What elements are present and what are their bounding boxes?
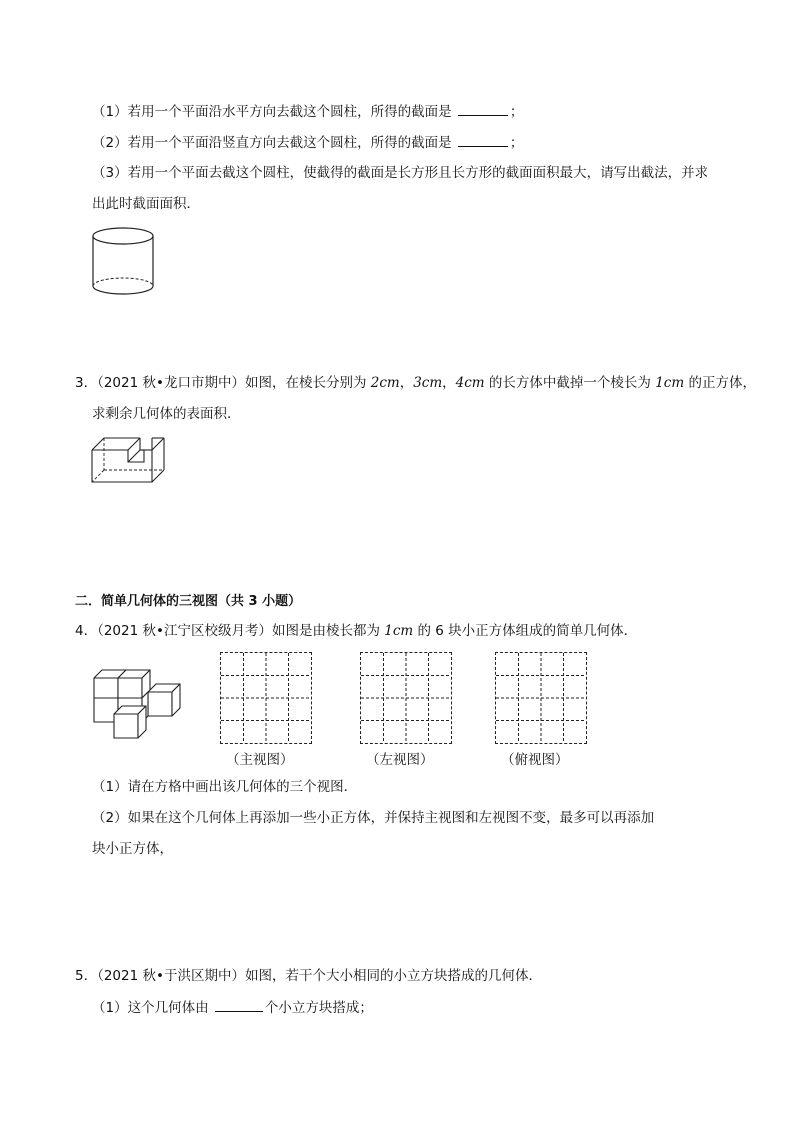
problem2-part1: （1）若用一个平面沿水平方向去截这个圆柱，所得的截面是 ； [92,101,523,122]
answer-blank[interactable] [458,132,508,147]
left-view-caption: （左视图） [366,752,434,768]
problem4-part2-line1: （2）如果在这个几何体上再添加一些小正方体，并保持主视图和左视图不变，最多可以再添加 [92,810,655,826]
top-view-caption: （俯视图） [501,752,569,768]
left-view-grid[interactable] [360,652,452,744]
front-view-caption: （主视图） [226,752,294,768]
problem2-part3-line1: （3）若用一个平面去截这个圆柱，使截得的截面是长方形且长方形的截面面积最大，请写出截法，并求 [92,165,709,181]
section-heading: 二．简单几何体的三视图（共 3 小题） [75,594,302,609]
problem4-part2-line2: 块小正方体， [92,841,173,857]
top-view-grid[interactable] [495,652,587,744]
problem2-part3-line2: 出此时截面面积． [92,196,200,212]
cylinder-figure [88,222,158,302]
front-view-grid[interactable] [220,652,312,744]
problem3-line1: 3．（2021 秋•龙口市期中）如图，在棱长分别为 2cm，3cm，4cm 的长方体中截掉一个棱长为 1cm 的正方体， [75,375,756,391]
answer-blank[interactable] [215,997,263,1012]
cuboid-notch-figure [88,432,168,490]
problem5-part1: （1）这个几何体由 个小立方块搭成； [92,997,373,1018]
problem2-part2: （2）若用一个平面沿竖直方向去截这个圆柱，所得的截面是 ； [92,132,523,153]
problem4-line1: 4．（2021 秋•江宁区校级月考）如图是由棱长都为 1cm 的 6 块小正方体组成的简单几何体． [75,623,638,639]
problem5-line1: 5．（2021 秋•于洪区期中）如图，若干个大小相同的小立方块搭成的几何体． [75,968,542,984]
stacked-cubes-figure [90,664,190,744]
answer-blank[interactable] [458,101,508,116]
problem3-line2: 求剩余几何体的表面积． [92,406,241,422]
problem4-part1: （1）请在方格中画出该几何体的三个视图． [92,779,358,795]
